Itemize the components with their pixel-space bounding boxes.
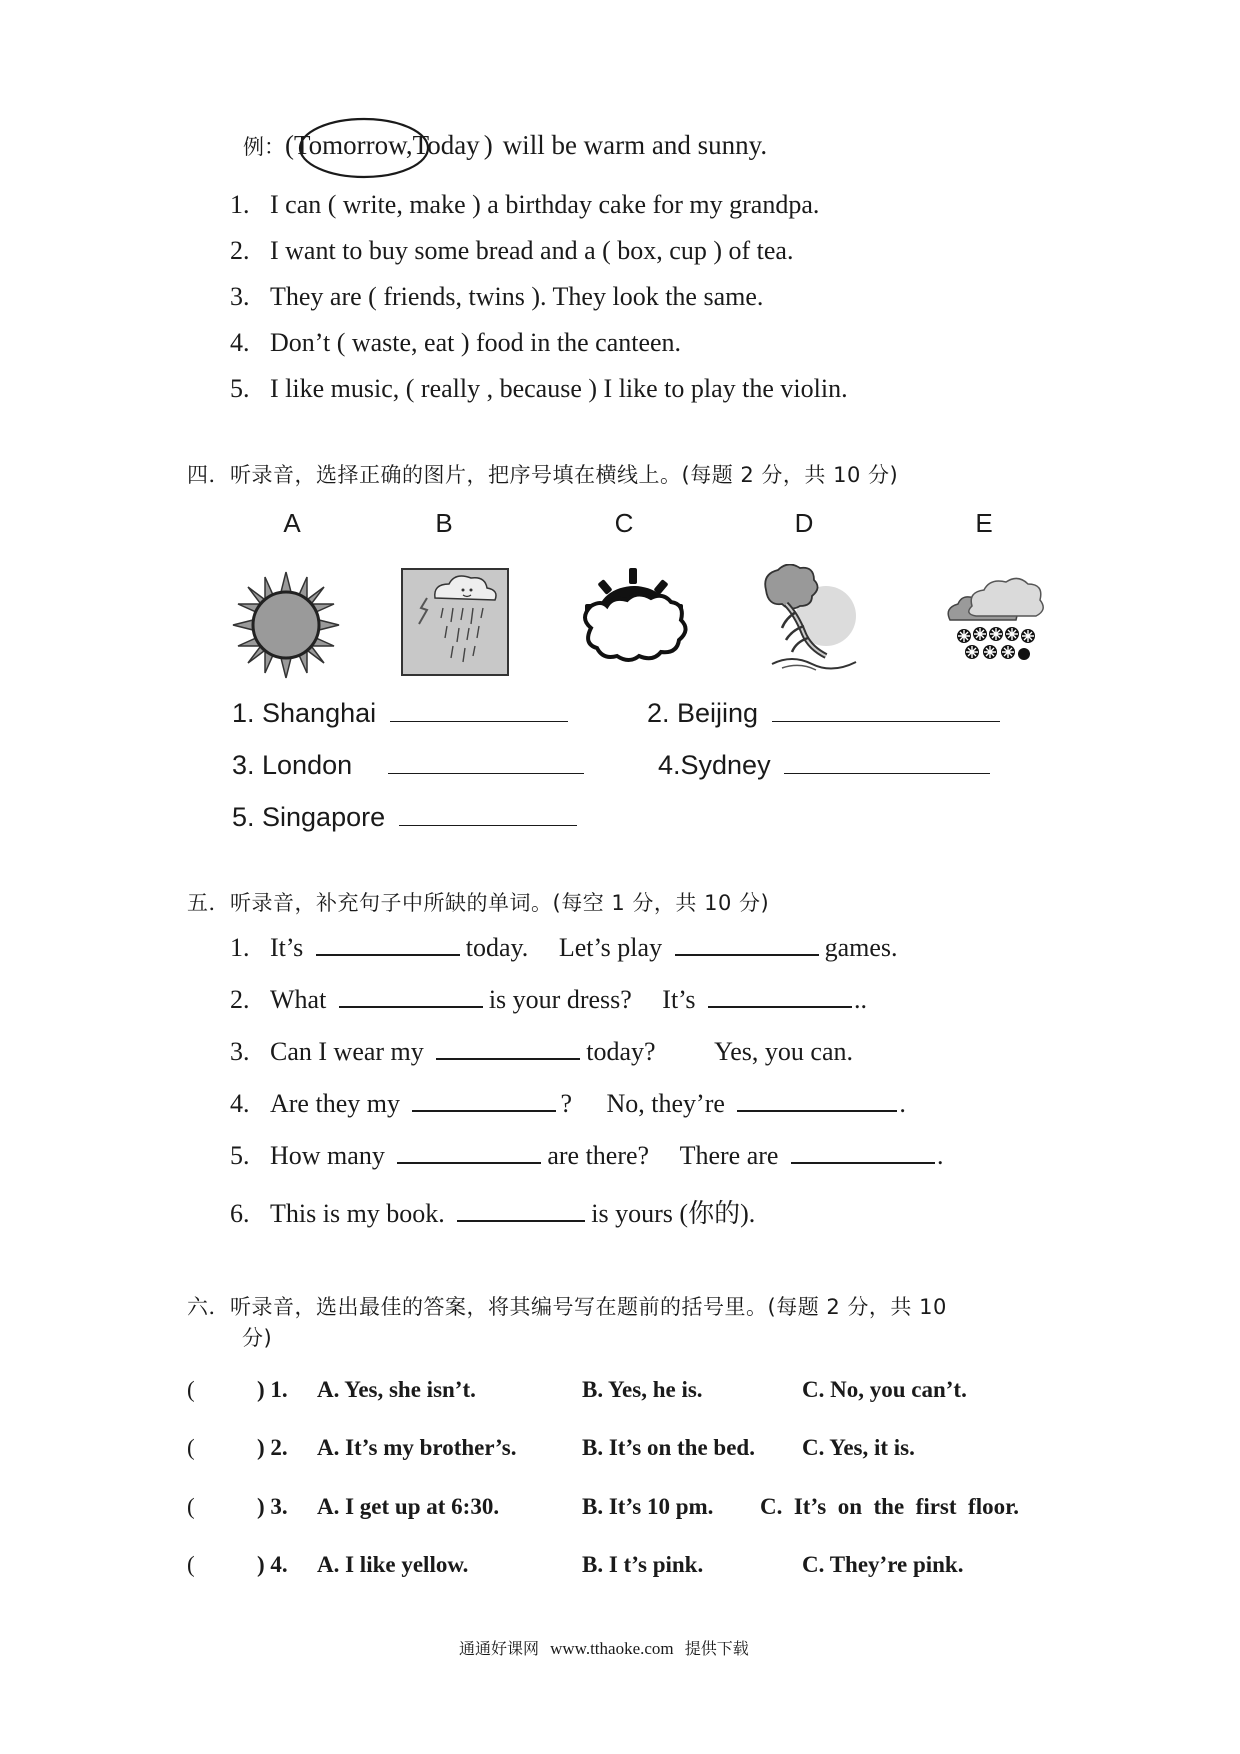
- item-text: Don’t ( waste, eat ) food in the canteen.: [270, 328, 682, 357]
- fill-item-3: [230, 1037, 853, 1067]
- answer-blank[interactable]: [457, 1219, 585, 1222]
- option-a[interactable]: A. It’s my brother’s.: [317, 1435, 517, 1460]
- footer-suffix: 提供下载: [684, 1639, 749, 1658]
- option-b[interactable]: B. I t’s pink.: [582, 1552, 704, 1577]
- section6-heading-line1: 六．听录音，选出最佳的答案，将其编号写在题前的括号里。(每题 2 分，共 10: [187, 1295, 947, 1319]
- answer-blank[interactable]: [397, 1161, 541, 1164]
- item-text: They are ( friends, twins ). They look the same.: [270, 282, 764, 311]
- item-text: I can ( write, make ) a birthday cake for my grandpa.: [270, 190, 820, 219]
- question-number: ) 3.: [257, 1494, 288, 1519]
- city-answer-sydney: [658, 750, 990, 781]
- item-text: ..: [854, 985, 868, 1014]
- cloudy-sun-icon: [577, 566, 691, 676]
- item-number: 5.: [230, 1141, 250, 1170]
- answer-blank[interactable]: [791, 1161, 935, 1164]
- city-label: 4.Sydney: [658, 750, 771, 780]
- choice-item-2: [187, 1435, 915, 1461]
- item-text: It’s: [270, 933, 304, 962]
- item-number: 2.: [230, 236, 250, 265]
- option-b[interactable]: B. It’s 10 pm.: [582, 1494, 714, 1519]
- item-number: 4.: [230, 328, 250, 357]
- option-b[interactable]: B. Yes, he is.: [582, 1377, 703, 1402]
- item-number: 2.: [230, 985, 250, 1014]
- answer-paren-open[interactable]: (: [187, 1494, 195, 1519]
- city-label: 5. Singapore: [232, 802, 386, 832]
- option-c[interactable]: C. They’re pink.: [802, 1552, 964, 1577]
- example-other-word: Today: [412, 130, 480, 160]
- item-text: games.: [824, 933, 898, 962]
- answer-blank[interactable]: [388, 772, 584, 774]
- answer-blank[interactable]: [412, 1109, 556, 1112]
- item-text: Let’s play: [558, 933, 663, 962]
- example-rest: will be warm and sunny.: [502, 130, 768, 160]
- answer-blank[interactable]: [772, 720, 1000, 722]
- fill-item-1: [230, 933, 898, 963]
- item-text: .: [936, 1141, 944, 1170]
- question-number: ) 1.: [257, 1377, 288, 1402]
- city-label: 2. Beijing: [647, 698, 759, 728]
- item-text: There are: [679, 1141, 779, 1170]
- picture-letter-c: C: [614, 508, 634, 538]
- answer-blank[interactable]: [339, 1005, 483, 1008]
- section6-heading-line2: 分): [242, 1326, 273, 1350]
- answer-blank[interactable]: [316, 953, 460, 956]
- list-item: [230, 282, 763, 312]
- city-answer-singapore: [232, 802, 577, 833]
- answer-blank[interactable]: [784, 772, 990, 774]
- choice-item-1: [187, 1377, 967, 1403]
- fill-item-4: [230, 1089, 906, 1119]
- item-text: This is my book.: [270, 1199, 445, 1228]
- city-label: 1. Shanghai: [232, 698, 377, 728]
- windy-icon: [752, 564, 862, 676]
- sun-icon: [231, 570, 341, 680]
- example-circled-word: Tomorrow,: [294, 130, 413, 160]
- example-close-paren: ): [483, 130, 493, 160]
- answer-blank[interactable]: [436, 1057, 580, 1060]
- item-text: Are they my: [270, 1089, 400, 1118]
- option-a[interactable]: A. I get up at 6:30.: [317, 1494, 500, 1519]
- option-a[interactable]: A. Yes, she isn’t.: [317, 1377, 476, 1402]
- picture-letter-a: A: [283, 508, 301, 538]
- item-text: Can I wear my: [270, 1037, 424, 1066]
- option-c[interactable]: C. It’s on the first floor.: [760, 1494, 1019, 1519]
- option-c[interactable]: C. Yes, it is.: [802, 1435, 915, 1460]
- item-text: What: [270, 985, 327, 1014]
- page-footer: [459, 1636, 749, 1659]
- picture-letter-b: B: [435, 508, 453, 538]
- footer-url[interactable]: www.tthaoke.com: [550, 1639, 674, 1658]
- item-text: No, they’re: [606, 1089, 725, 1118]
- city-label: 3. London: [232, 750, 353, 780]
- answer-blank[interactable]: [737, 1109, 897, 1112]
- choice-item-4: [187, 1552, 963, 1578]
- answer-blank[interactable]: [399, 824, 577, 826]
- item-text: Yes, you can.: [714, 1037, 854, 1066]
- section5-heading: 五．听录音，补充句子中所缺的单词。(每空 1 分，共 10 分): [187, 891, 770, 915]
- item-number: 1.: [230, 933, 250, 962]
- item-number: 3.: [230, 1037, 250, 1066]
- option-b[interactable]: B. It’s on the bed.: [582, 1435, 755, 1460]
- item-text: I like music, ( really , because ) I like to play the violin.: [270, 374, 848, 403]
- footer-site-name: 通通好课网: [459, 1639, 540, 1658]
- item-number: 3.: [230, 282, 250, 311]
- list-item: [230, 328, 681, 358]
- snow-icon: [944, 576, 1044, 664]
- item-number: 6.: [230, 1199, 250, 1228]
- list-item: [230, 236, 793, 266]
- answer-paren-open[interactable]: (: [187, 1435, 195, 1460]
- list-item: [230, 374, 848, 404]
- choice-item-3: [187, 1494, 1019, 1520]
- item-text: is yours (你的).: [591, 1199, 756, 1228]
- example-circle-mark: [294, 112, 434, 182]
- rain-storm-icon: [401, 568, 509, 676]
- fill-item-2: [230, 985, 867, 1015]
- item-number: 4.: [230, 1089, 250, 1118]
- item-number: 1.: [230, 190, 250, 219]
- item-number: 5.: [230, 374, 250, 403]
- example-prefix: 例：: [243, 135, 285, 159]
- option-a[interactable]: A. I like yellow.: [317, 1552, 469, 1577]
- answer-paren-open[interactable]: (: [187, 1552, 195, 1577]
- answer-blank[interactable]: [390, 720, 568, 722]
- answer-blank[interactable]: [675, 953, 819, 956]
- fill-item-6: [230, 1193, 755, 1230]
- list-item: [230, 190, 819, 220]
- item-text: today?: [586, 1037, 656, 1066]
- item-text: today.: [465, 933, 529, 962]
- section4-heading: 四．听录音，选择正确的图片，把序号填在横线上。(每题 2 分，共 10 分): [187, 463, 899, 487]
- city-answer-shanghai: [232, 698, 568, 729]
- example-open-paren: (: [285, 130, 294, 160]
- option-c[interactable]: C. No, you can’t.: [802, 1377, 967, 1402]
- item-text: is your dress?: [488, 985, 632, 1014]
- city-answer-london: [232, 750, 584, 781]
- picture-letter-e: E: [975, 508, 993, 538]
- city-answer-beijing: [647, 698, 1000, 729]
- item-text: are there?: [547, 1141, 650, 1170]
- picture-letter-d: D: [794, 508, 814, 538]
- answer-blank[interactable]: [708, 1005, 852, 1008]
- item-text: How many: [270, 1141, 385, 1170]
- item-text: ?: [560, 1089, 573, 1118]
- fill-item-5: [230, 1141, 943, 1171]
- answer-paren-open[interactable]: (: [187, 1377, 195, 1402]
- item-text: It’s: [662, 985, 696, 1014]
- item-text: I want to buy some bread and a ( box, cup ) of tea.: [270, 236, 794, 265]
- question-number: ) 2.: [257, 1435, 288, 1460]
- item-text: .: [899, 1089, 906, 1118]
- question-number: ) 4.: [257, 1552, 288, 1577]
